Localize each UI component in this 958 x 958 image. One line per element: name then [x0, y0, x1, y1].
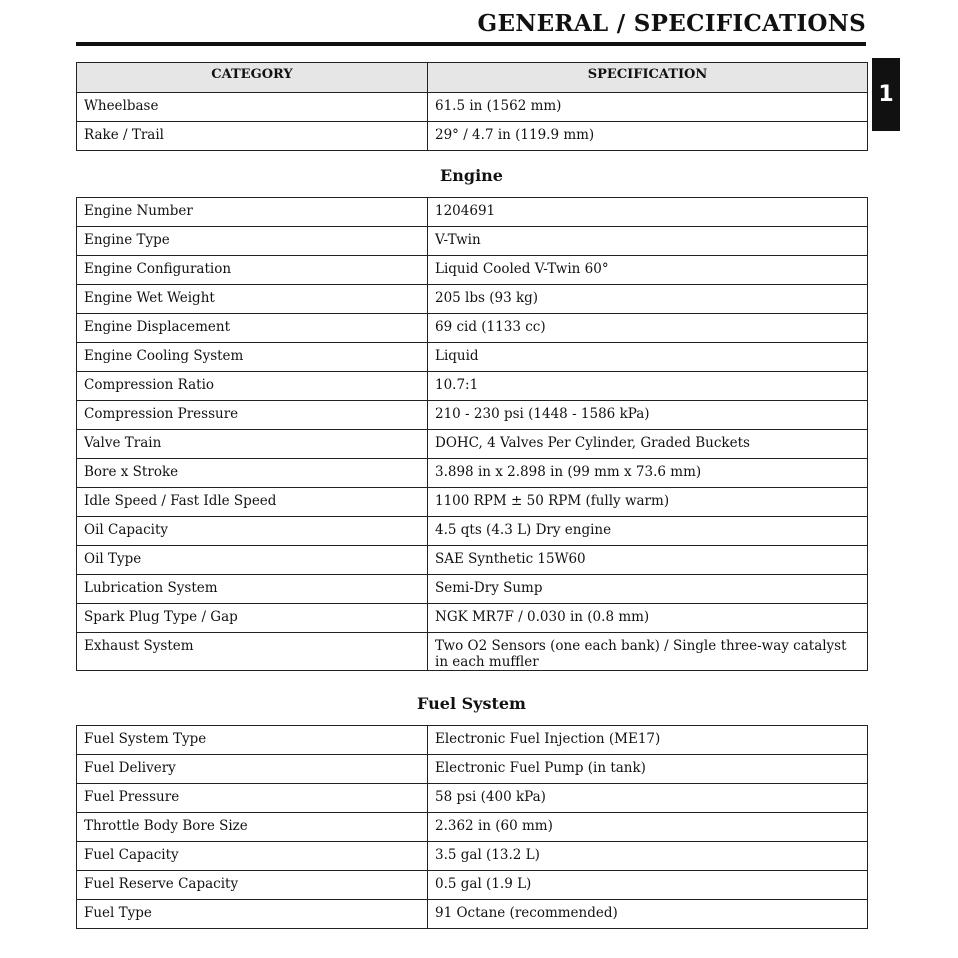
row-value: 0.5 gal (1.9 L) [428, 871, 868, 900]
table-row [77, 517, 868, 546]
row-value: Electronic Fuel Injection (ME17) [428, 726, 868, 755]
row-value: 2.362 in (60 mm) [428, 813, 868, 842]
row-label: Spark Plug Type / Gap [77, 604, 428, 633]
chapter-tab: 1 [872, 58, 900, 131]
row-label: Valve Train [77, 430, 428, 459]
row-label: Bore x Stroke [77, 459, 428, 488]
table-row [77, 122, 868, 151]
row-value: SAE Synthetic 15W60 [428, 546, 868, 575]
table-row [77, 459, 868, 488]
row-label: Wheelbase [77, 93, 428, 122]
table-row [77, 575, 868, 604]
engine-rows [77, 198, 868, 671]
table-row [77, 813, 868, 842]
row-value: NGK MR7F / 0.030 in (0.8 mm) [428, 604, 868, 633]
section-title-fuel-system: Fuel System [417, 694, 526, 713]
row-label: Engine Displacement [77, 314, 428, 343]
row-value: 205 lbs (93 kg) [428, 285, 868, 314]
row-label: Oil Capacity [77, 517, 428, 546]
row-label: Fuel Pressure [77, 784, 428, 813]
fuel-spec-table [76, 725, 868, 929]
table-row [77, 546, 868, 575]
row-value: 1100 RPM ± 50 RPM (fully warm) [428, 488, 868, 517]
table-row [77, 633, 868, 671]
table-row [77, 227, 868, 256]
row-value: 58 psi (400 kPa) [428, 784, 868, 813]
row-value: Electronic Fuel Pump (in tank) [428, 755, 868, 784]
table-row [77, 401, 868, 430]
table-row [77, 372, 868, 401]
column-header-specification: SPECIFICATION [428, 63, 868, 93]
row-value: 29° / 4.7 in (119.9 mm) [428, 122, 868, 151]
table-row [77, 488, 868, 517]
row-label: Fuel System Type [77, 726, 428, 755]
table-row [77, 784, 868, 813]
row-value: 91 Octane (recommended) [428, 900, 868, 929]
table-row [77, 900, 868, 929]
row-label: Fuel Type [77, 900, 428, 929]
table-row [77, 343, 868, 372]
row-value: 3.898 in x 2.898 in (99 mm x 73.6 mm) [428, 459, 868, 488]
row-label: Engine Cooling System [77, 343, 428, 372]
row-label: Compression Ratio [77, 372, 428, 401]
row-value: 210 - 230 psi (1448 - 1586 kPa) [428, 401, 868, 430]
row-label: Engine Number [77, 198, 428, 227]
row-value: 10.7:1 [428, 372, 868, 401]
table-row [77, 871, 868, 900]
table-row [77, 604, 868, 633]
row-value: Semi-Dry Sump [428, 575, 868, 604]
row-value: 1204691 [428, 198, 868, 227]
table-row [77, 285, 868, 314]
table-row [77, 755, 868, 784]
fuel-rows [77, 726, 868, 929]
row-label: Rake / Trail [77, 122, 428, 151]
row-label: Lubrication System [77, 575, 428, 604]
row-label: Throttle Body Bore Size [77, 813, 428, 842]
column-header-category: CATEGORY [77, 63, 428, 93]
row-value: Two O2 Sensors (one each bank) / Single three-way catalyst in each muffler [428, 633, 868, 671]
table-row [77, 842, 868, 871]
row-value: 69 cid (1133 cc) [428, 314, 868, 343]
section-title-engine: Engine [440, 166, 503, 185]
row-value: Liquid Cooled V-Twin 60° [428, 256, 868, 285]
general-rows [77, 93, 868, 151]
row-value: 3.5 gal (13.2 L) [428, 842, 868, 871]
page-title: GENERAL / SPECIFICATIONS [477, 10, 866, 37]
row-label: Oil Type [77, 546, 428, 575]
row-value: Liquid [428, 343, 868, 372]
row-label: Fuel Capacity [77, 842, 428, 871]
general-spec-table [76, 62, 868, 151]
row-label: Compression Pressure [77, 401, 428, 430]
table-row [77, 198, 868, 227]
row-label: Engine Configuration [77, 256, 428, 285]
table-row [77, 256, 868, 285]
row-value: DOHC, 4 Valves Per Cylinder, Graded Buckets [428, 430, 868, 459]
table-row [77, 430, 868, 459]
table-row [77, 314, 868, 343]
row-label: Idle Speed / Fast Idle Speed [77, 488, 428, 517]
table-row [77, 93, 868, 122]
engine-spec-table [76, 197, 868, 671]
row-label: Exhaust System [77, 633, 428, 671]
page-header [76, 8, 866, 46]
table-row [77, 726, 868, 755]
row-label: Fuel Delivery [77, 755, 428, 784]
row-label: Engine Wet Weight [77, 285, 428, 314]
row-label: Engine Type [77, 227, 428, 256]
row-label: Fuel Reserve Capacity [77, 871, 428, 900]
row-value: 4.5 qts (4.3 L) Dry engine [428, 517, 868, 546]
row-value: V-Twin [428, 227, 868, 256]
row-value: 61.5 in (1562 mm) [428, 93, 868, 122]
